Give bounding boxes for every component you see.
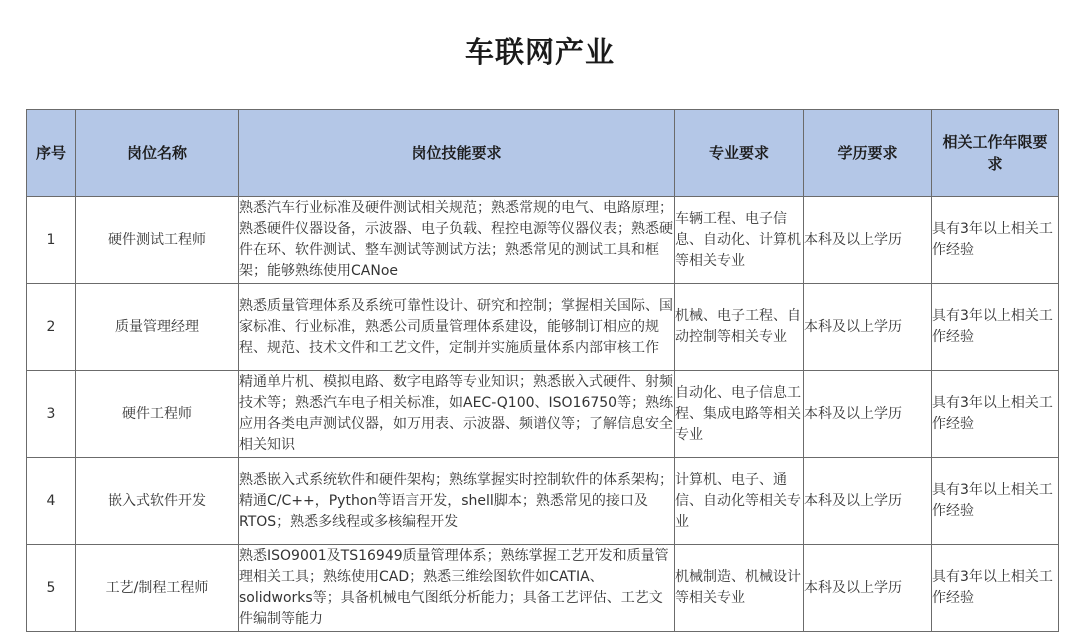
cell-position-name: 嵌入式软件开发 — [76, 458, 239, 545]
cell-education: 本科及以上学历 — [804, 371, 932, 458]
header-position-name: 岗位名称 — [76, 110, 239, 197]
table-row — [27, 371, 1059, 458]
cell-position-name: 硬件测试工程师 — [76, 197, 239, 284]
header-experience-label: 相关工作年限要求 — [942, 133, 1048, 173]
cell-seq: 4 — [27, 458, 76, 545]
cell-skills: 熟悉嵌入式系统软件和硬件架构；熟练掌握实时控制软件的体系架构；精通C/C++，Python等语言开发，shell脚本；熟悉常见的接口及RTOS；熟悉多线程或多核编程开发 — [239, 458, 675, 545]
table-row — [27, 545, 1059, 632]
cell-skills: 精通单片机、模拟电路、数字电路等专业知识；熟悉嵌入式硬件、射频技术等；熟悉汽车电子相关标准，如AEC-Q100、ISO16750等；熟练应用各类电声测试仪器，如万用表、示波器、频谱仪等；了解信息安全相关知识 — [239, 371, 675, 458]
cell-seq: 5 — [27, 545, 76, 632]
cell-position-name: 质量管理经理 — [76, 284, 239, 371]
table-row — [27, 197, 1059, 284]
table-header-row — [27, 110, 1059, 197]
cell-position-name: 工艺/制程工程师 — [76, 545, 239, 632]
header-seq: 序号 — [27, 110, 76, 197]
header-major-requirements: 专业要求 — [675, 110, 804, 197]
table-row — [27, 284, 1059, 371]
table-row — [27, 458, 1059, 545]
cell-position-name: 硬件工程师 — [76, 371, 239, 458]
cell-major: 机械制造、机械设计等相关专业 — [675, 545, 804, 632]
job-requirements-table — [26, 109, 1059, 632]
cell-experience: 具有3年以上相关工作经验 — [932, 284, 1059, 371]
cell-education: 本科及以上学历 — [804, 197, 932, 284]
cell-seq: 1 — [27, 197, 76, 284]
cell-seq: 3 — [27, 371, 76, 458]
cell-experience: 具有3年以上相关工作经验 — [932, 458, 1059, 545]
header-skill-requirements: 岗位技能要求 — [239, 110, 675, 197]
page-title: 车联网产业 — [464, 35, 615, 69]
cell-experience: 具有3年以上相关工作经验 — [932, 197, 1059, 284]
cell-experience: 具有3年以上相关工作经验 — [932, 371, 1059, 458]
cell-skills: 熟悉ISO9001及TS16949质量管理体系；熟练掌握工艺开发和质量管理相关工具；熟练使用CAD；熟悉三维绘图软件如CATIA、solidworks等；具备机械电气图纸分析能力；具备工艺评估、工艺文件编制等能力 — [239, 545, 675, 632]
header-education-requirements: 学历要求 — [804, 110, 932, 197]
cell-skills: 熟悉汽车行业标准及硬件测试相关规范；熟悉常规的电气、电路原理；熟悉硬件仪器设备，示波器、电子负载、程控电源等仪器仪表；熟悉硬件在环、软件测试、整车测试等测试方法；熟悉常见的测试工具和框架；能够熟练使用CANoe — [239, 197, 675, 284]
cell-seq: 2 — [27, 284, 76, 371]
cell-major: 自动化、电子信息工程、集成电路等相关专业 — [675, 371, 804, 458]
cell-education: 本科及以上学历 — [804, 284, 932, 371]
cell-education: 本科及以上学历 — [804, 458, 932, 545]
cell-major: 机械、电子工程、自动控制等相关专业 — [675, 284, 804, 371]
cell-major: 计算机、电子、通信、自动化等相关专业 — [675, 458, 804, 545]
cell-education: 本科及以上学历 — [804, 545, 932, 632]
header-experience-requirements — [932, 110, 1059, 197]
cell-experience: 具有3年以上相关工作经验 — [932, 545, 1059, 632]
cell-major: 车辆工程、电子信息、自动化、计算机等相关专业 — [675, 197, 804, 284]
cell-skills: 熟悉质量管理体系及系统可靠性设计、研究和控制；掌握相关国际、国家标准、行业标准，熟悉公司质量管理体系建设，能够制订相应的规程、规范、技术文件和工艺文件，定制并实施质量体系内部审核工作 — [239, 284, 675, 371]
